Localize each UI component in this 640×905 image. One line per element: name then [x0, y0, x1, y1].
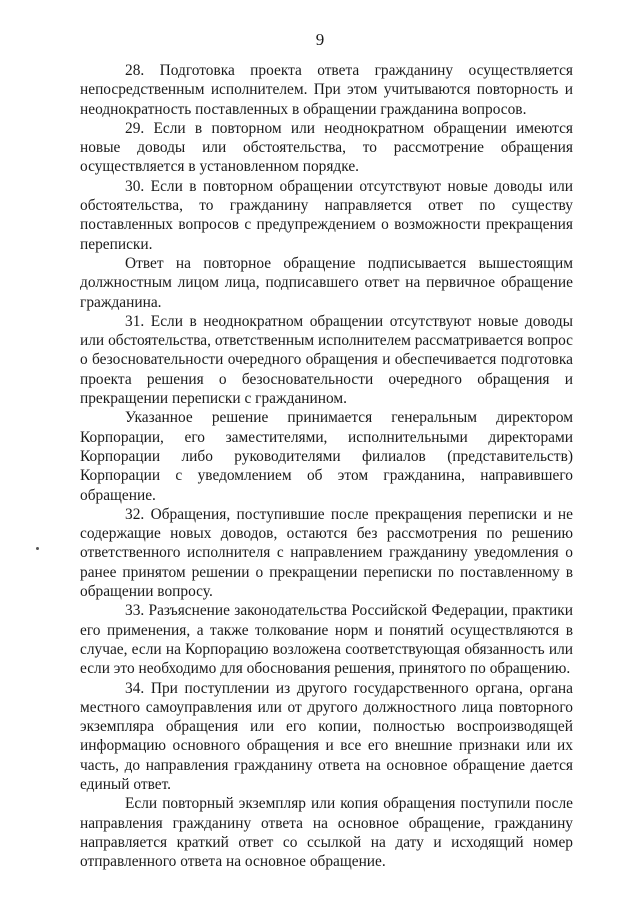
paragraph-31: 31. Если в неоднократном обращении отсутствуют новые доводы или обстоятельства, ответственным исполнителем рассматривается вопрос о безосновательности очередного обращения и обеспечивается подготовка проекта решения о безосновательности очередного обращения и прекращении переписки с гражданином.	[80, 312, 573, 408]
page-number: 9	[315, 30, 325, 49]
document-body	[80, 61, 573, 871]
paragraph-29: 29. Если в повторном или неоднократном обращении имеются новые доводы или обстоятельства, то рассмотрение обращения осуществляется в установленном порядке.	[80, 119, 573, 176]
paragraph-33: 33. Разъяснение законодательства Российской Федерации, практики его применения, а также толкование норм и понятий осуществляются в случае, если на Корпорацию возложена соответствующая обязанность или если это необходимо для обоснования решения, принятого по обращению.	[80, 602, 573, 678]
margin-mark	[36, 547, 39, 550]
paragraph-34: 34. При поступлении из другого государственного органа, органа местного самоуправления или от другого должностного лица повторного экземпляра обращения или его копии, полностью воспроизводящей информацию основного обращения и все его внешние признаки или их часть, до направления гражданину ответа на основное обращение дается единый ответ.	[80, 679, 573, 793]
paragraph-31-decision: Указанное решение принимается генеральным директором Корпорации, его заместителями, исполнительными директорами Корпорации либо руководителями филиалов (представительств) Корпорации с уведомлением об этом гражданина, направившего обращение.	[80, 409, 573, 504]
paragraph-28: 28. Подготовка проекта ответа гражданину осуществляется непосредственным исполнителем. При этом учитываются повторность и неоднократность поставленных в обращении гражданина вопросов.	[80, 62, 573, 118]
paragraph-30-signature: Ответ на повторное обращение подписывается вышестоящим должностным лицом лица, подписавшего ответ на первичное обращение гражданина.	[80, 254, 573, 311]
paragraph-32: 32. Обращения, поступившие после прекращения переписки и не содержащие новых доводов, остаются без рассмотрения по решению ответственного исполнителя с направлением гражданину уведомления о ранее принятом решении о прекращении переписки по поставленному в обращении вопросу.	[80, 505, 573, 601]
paragraph-34-repeat: Если повторный экземпляр или копия обращения поступили после направления гражданину ответа на основное обращение, гражданину направляется краткий ответ со ссылкой на дату и исходящий номер отправленного ответа на основное обращение.	[80, 795, 573, 871]
paragraph-30: 30. Если в повторном обращении отсутствуют новые доводы или обстоятельства, то гражданину направляется ответ по существу поставленных вопросов с предупреждением о возможности прекращения переписки.	[80, 177, 573, 253]
